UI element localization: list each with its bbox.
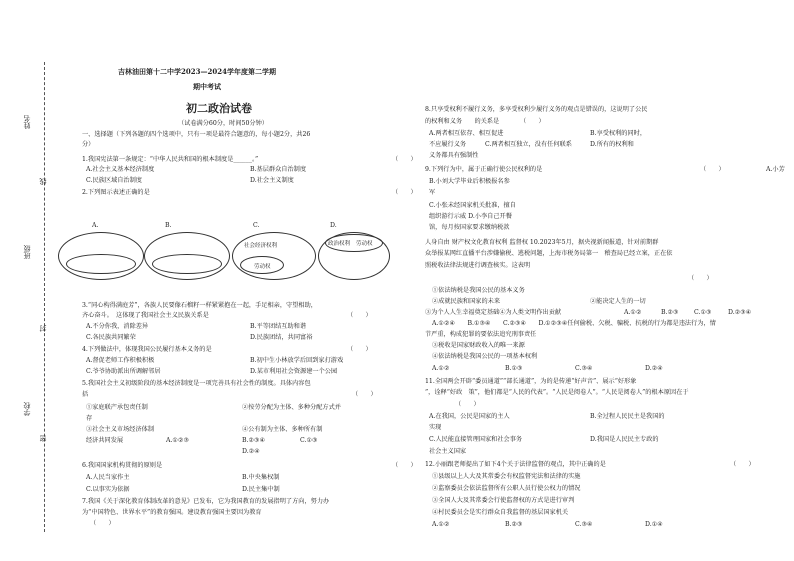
option-b: B.②③ bbox=[505, 521, 523, 528]
option-d: D.②③④ bbox=[728, 309, 752, 316]
figure-d-text2: 劳动权 bbox=[356, 241, 373, 247]
overlap-line-1: A.①②④ B.①③④ C.②③④ D.①②③④任何偷税、欠税、骗税、抗税的行为都是违法行为，情 bbox=[432, 320, 716, 327]
figure-label-b: B. bbox=[165, 222, 172, 229]
option-a: A.①② bbox=[432, 365, 450, 372]
line-mark: 线 bbox=[39, 178, 47, 185]
statement-1: ①县级以上人大及其常委会有权监督宪法和法律的实施 bbox=[432, 473, 581, 480]
question-5-cont: 括 bbox=[82, 391, 89, 398]
answer-paren: （ ） bbox=[90, 520, 115, 527]
question-10-cont2: 照税收法律法规进行调查核实。这表明 bbox=[425, 262, 531, 269]
option-a: A.在我国，公民是国家的主人 bbox=[429, 413, 510, 420]
binding-line bbox=[44, 62, 45, 532]
answer-paren: （ ） bbox=[352, 391, 377, 398]
figure-d-text1: 政治权利 bbox=[328, 241, 351, 247]
statement-2: ②按劳分配为主体、多种分配方式并 bbox=[242, 404, 341, 411]
question-4: 4.下列做法中，体现我国公民履行基本义务的是 bbox=[82, 346, 212, 353]
figure-a-inner bbox=[66, 254, 136, 274]
answer-paren: （ ） bbox=[392, 156, 417, 163]
answer-paren: （ ） bbox=[392, 462, 417, 469]
section-heading-cont: 分） bbox=[82, 141, 95, 148]
option-d: D.民主集中制 bbox=[242, 486, 280, 493]
option-c: C.③④ bbox=[575, 521, 593, 528]
option-d-cont: 义务都具有强制性 bbox=[429, 152, 479, 159]
option-a: A.①② bbox=[432, 521, 450, 528]
page-title: 初二政治试卷 bbox=[186, 102, 252, 115]
section-heading: 一、选择题（下列各题的四个选项中，只有一项是最符合题意的，每小题2分，共26 bbox=[82, 131, 311, 138]
question-10: 人身自由 财产权文化教育权利 监督权 10.2023年5月，据央视新闻报道，针对前期群 bbox=[425, 239, 659, 246]
option-d: D.②④ bbox=[242, 448, 260, 455]
statement-1: ①家庭联产承包责任制 bbox=[86, 404, 148, 411]
question-5: 5.我国社会主义初级阶段的基本经济制度是一项完善具有社会性的制度。具体内容包 bbox=[82, 380, 311, 387]
statement-2: ②成就民族和国家的未来 bbox=[432, 298, 501, 305]
statement-4: ④公有制为主体、多种所有制 bbox=[242, 426, 323, 433]
statement-4b: ④依法纳税是我国公民的一项基本权利 bbox=[432, 353, 538, 360]
option-b-cont: 军 bbox=[429, 189, 436, 196]
statement-2: ②监察委员会依法监督所有公职人员行使公权力的情况 bbox=[432, 485, 581, 492]
option-c-cont: 组织游行示威 D.小李自己开餐 bbox=[429, 213, 512, 220]
statement-4: ④村民委员会是实行群众自我监督的基层国家机关 bbox=[432, 509, 569, 516]
option-c: C.爷爷协助派出所调解邻居 bbox=[86, 368, 161, 375]
question-10-cont: 众举报某网红直播平台涉嫌偷税、逃税问题，上海市税务局第一 稽查局已经立案，正在依 bbox=[425, 250, 673, 257]
option-a: A.人民当家作主 bbox=[86, 474, 130, 481]
option-d: D.社会主义制度 bbox=[250, 177, 294, 184]
figure-c-small: 劳动权 bbox=[254, 264, 271, 270]
figure-b-inner bbox=[152, 254, 222, 274]
option-c: C.各民族共同繁荣 bbox=[86, 334, 136, 341]
school-heading: 吉林油田第十二中学2023—2024学年度第二学期 bbox=[118, 67, 276, 76]
answer-paren: （ ） bbox=[700, 166, 725, 173]
option-a: A.两者相互依存、相互促进 bbox=[429, 130, 504, 137]
option-c: C.以事实为依据 bbox=[86, 486, 130, 493]
question-11: 11.全国两会开辟“委员通道”“部长通道”，为的是传递“好声音”、展示“好形象 bbox=[425, 378, 637, 385]
option-b: B.全过程人民民主是我国的 bbox=[590, 413, 665, 420]
statement-3: ③社会主义市场经济体制 bbox=[86, 426, 155, 433]
answer-paren: （ ） bbox=[520, 118, 545, 125]
question-1: 1.我国宪法第一条规定：“中华人民共和国的根本制度是______。” bbox=[82, 156, 259, 163]
option-b: B.①③ bbox=[505, 365, 523, 372]
figure-c-outer bbox=[232, 232, 316, 280]
answer-paren: （ ） bbox=[730, 461, 755, 468]
seal-mark: 封 bbox=[39, 325, 47, 332]
option-c: C.两者相互独立，没有任何联系 bbox=[485, 141, 572, 148]
option-c: C.人民能直接管理国家和社会事务 bbox=[429, 436, 523, 443]
exam-heading: 期中考试 bbox=[193, 82, 221, 91]
option-a: A.社会主义基本经济制度 bbox=[86, 166, 155, 173]
option-b: B.小刘大学毕业后积极报名参 bbox=[429, 178, 510, 185]
question-8: 8.只享受权利不履行义务，多享受权利少履行义务的观点是错误的，这说明了公民 bbox=[425, 106, 648, 113]
statement-1: ①依法纳税是我国公民的基本义务 bbox=[432, 287, 525, 294]
option-d: D.所有的权利和 bbox=[590, 141, 634, 148]
option-d-cont: 社会主义国家 bbox=[429, 448, 467, 455]
option-a: A.督促老师工作积极积极 bbox=[86, 357, 155, 364]
option-c: C.小张未经国家机关批准，擅自 bbox=[429, 202, 516, 209]
option-c: C.③④ bbox=[575, 365, 593, 372]
answer-paren: （ ） bbox=[347, 312, 372, 319]
statement-3: ②能决定人生的一切 bbox=[590, 298, 646, 305]
option-b: B.②③ bbox=[661, 309, 679, 316]
exam-meta: （试卷满分60分，时间50分钟） bbox=[178, 120, 268, 127]
option-a-cont: 实现 bbox=[429, 424, 442, 431]
dense-mark: 密 bbox=[39, 435, 47, 442]
question-11-cont: ”，诠释“好政 策”，他们都是“人民的代表”。“人民是阅卷人”。“人民是阅卷人”的根本原因在于 bbox=[425, 389, 689, 396]
option-b: B.初中生小林放学后回到家打游戏 bbox=[250, 357, 344, 364]
question-9: 9.下列行为中，属于正确行使公民权利的是 bbox=[425, 166, 543, 173]
figure-c-text: 社会经济权利 bbox=[244, 243, 278, 249]
statement-4-cont: 经济共同发展 bbox=[86, 437, 124, 444]
option-c: C.民族区域自治制度 bbox=[86, 177, 142, 184]
option-b: B.基层群众自治制度 bbox=[250, 166, 307, 173]
option-b: B.②③④ bbox=[242, 437, 266, 444]
option-d-cont: 馆，每月按国家要求缴纳税款 bbox=[429, 224, 510, 231]
option-b-cont: 不应履行义务 bbox=[429, 141, 467, 148]
option-d: D.民族团结，共同富裕 bbox=[250, 334, 313, 341]
question-2: 2.下列图示表述正确的是 bbox=[82, 189, 150, 196]
question-8-cont: 的权利和义务 的关系是 bbox=[425, 118, 500, 125]
option-a: A.①②③ bbox=[166, 437, 190, 444]
question-7: 7.我国《关于深化教育体制改革的意见》已发布，它为我国教育的发展指明了方向，努力办 bbox=[82, 498, 330, 505]
answer-paren: （ ） bbox=[688, 275, 713, 282]
option-a: A.小芳 bbox=[766, 166, 785, 173]
class-label: 班级 bbox=[23, 245, 31, 259]
option-a: A.①② bbox=[624, 309, 642, 316]
question-7-cont: 为“中国特色、世界水平”的教育强国。建设教育强国主要因为教育 bbox=[82, 509, 262, 516]
option-b: B.享受权利的同时， bbox=[590, 130, 647, 137]
option-d: D.①④ bbox=[645, 521, 663, 528]
option-d: D.某市利用社会资源建一个公园 bbox=[250, 368, 338, 375]
statement-3b: ③税收是国家财政收入的唯一来源 bbox=[432, 342, 525, 349]
option-c: C.①③ bbox=[694, 309, 712, 316]
option-c: C.①③ bbox=[300, 437, 318, 444]
overlap-line-2: 节严重，构成犯罪的要依法追究刑事责任 bbox=[425, 331, 537, 338]
answer-paren: （ ） bbox=[347, 346, 372, 353]
option-d: D.我国是人民民主专政的 bbox=[590, 436, 659, 443]
statement-2-cont: 存 bbox=[86, 415, 93, 422]
question-12: 12.小丽跟老师提出了如下4个关于法律监督的观点，其中正确的是 bbox=[425, 461, 606, 468]
option-b: B.平等团结互助和谐 bbox=[250, 323, 307, 330]
question-3-cont: 齐心奋斗。 这体现了我国社会主义民族关系是 bbox=[82, 312, 209, 319]
figure-label-d: D. bbox=[330, 222, 337, 229]
figure-label-c: C. bbox=[253, 222, 260, 229]
answer-paren: （ ） bbox=[392, 189, 417, 196]
question-6: 6.我国国家机构贯彻的原则是 bbox=[82, 462, 163, 469]
answer-paren: （ ） bbox=[455, 401, 480, 408]
name-label: 姓名 bbox=[23, 115, 31, 129]
option-a: A.不分你我，消除差异 bbox=[86, 323, 149, 330]
figure-label-a: A. bbox=[92, 222, 99, 229]
option-d: D.②④ bbox=[645, 365, 663, 372]
statement-3: ③全国人大及其常委会行使监督权的方式是进行审判 bbox=[432, 497, 575, 504]
school-label: 学校 bbox=[23, 402, 31, 416]
question-3: 3.“同心构得满庭芳”，各族人民要像石榴籽一样紧紧抱在一起，手足相亲，守望相助， bbox=[82, 302, 317, 309]
statement-4: ③为个人人生幸福奠定基础④为人类文明作出贡献 bbox=[425, 309, 562, 316]
option-b: B.中央集权制 bbox=[242, 474, 280, 481]
